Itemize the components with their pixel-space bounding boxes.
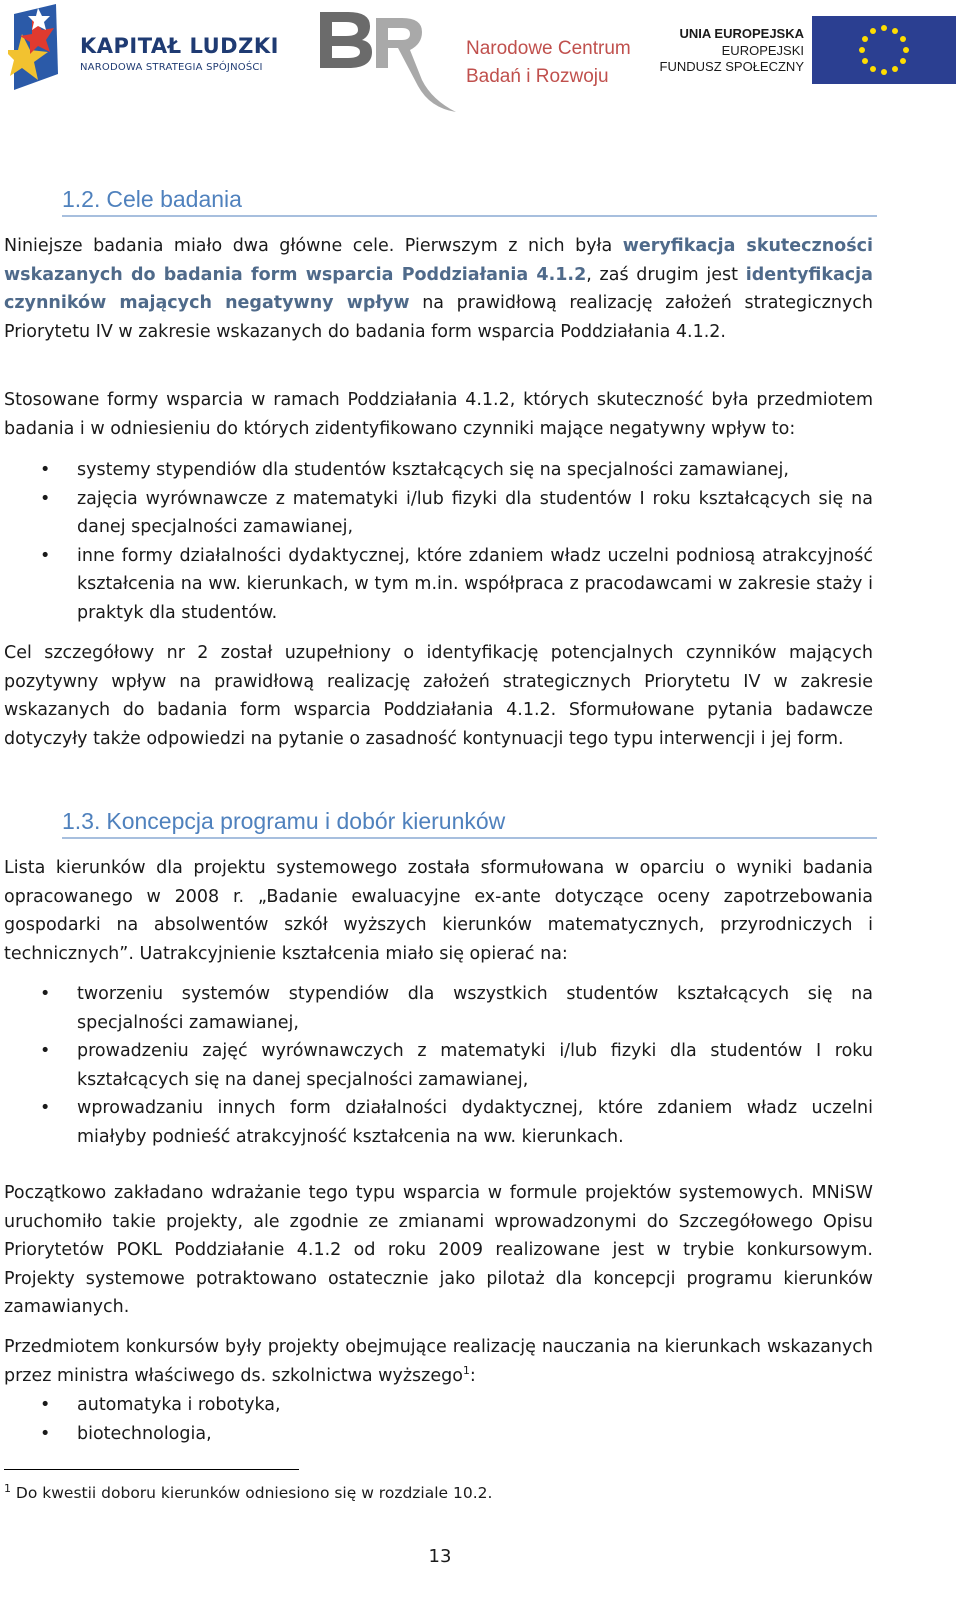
footnote [4,1481,493,1502]
kapital-ludzki-title: KAPITAŁ LUDZKI [80,34,279,58]
section-heading-1-2 [62,186,877,217]
paragraph-detailed-goal: Cel szczegółowy nr 2 został uzupełniony o identyfikację potencjalnych czynników mających pozytywny wpływ na prawidłową realizację założeń strategicznych Priorytetu IV w zakresie wskazanych do badania form wsparcia Poddziałania 4.1.2. Sformułowane pytania badawcze dotyczyły także odpowiedzi na pytanie o zasadność kontynuacji tego typu interwencji i jej form. [4,643,873,749]
section-title: Koncepcja programu i dobór kierunków [106,808,506,834]
fields-list [4,1391,873,1448]
eu-flag-icon [812,16,956,84]
kapital-ludzki-logo [8,4,298,94]
highlight-text: weryfikacja skuteczności wskazanych do badania form wsparcia Poddziałania 4.1.2 [4,236,873,285]
text-run: , zaś drugim jest [586,264,746,285]
kapital-ludzki-emblem-icon [8,4,72,92]
paragraph-program-list: Lista kierunków dla projektu systemowego została sformułowana w oparciu o wyniki badania opracowanego w 2008 r. „Badanie ewaluacyjne ex-ante dotyczące oceny zapotrzebowania gospodarki na absolwentów szkół wyższych kierunków matematycznych, przyrodniczych i technicznych”. Uatrakcyjnienie kształcenia miało się opierać na: [4,858,873,964]
paragraph-implementation: Początkowo zakładano wdrażanie tego typu wsparcia w formule projektów systemowych. MNiSW uruchomiło takie projekty, ale zgodnie ze zmianami wprowadzonymi do Szczegółowego Opisu Priorytetów POKL Poddziałanie 4.1.2 od roku 2009 realizowane jest w trybie konkursowym. Projekty systemowe potraktowano ostatecznie jako pilotaż dla koncepcji programu kierunków zamawianych. [4,1183,873,1317]
section-heading-1-3 [62,808,877,839]
support-forms-list [4,456,873,627]
bullet-icon: • [40,460,51,480]
list-item [4,1391,873,1420]
bullet-icon: • [40,488,51,509]
list-item-text: wprowadzaniu innych form działalności dydaktycznej, które zdaniem władz uczelni miałyby podnieść atrakcyjność kształcenia na ww. kierunkach. [77,1098,873,1147]
highlight-text: identyfikacja czynników mających negatywny wpływ [4,264,873,313]
section-number: 1.2. [62,186,101,212]
list-item [4,456,873,485]
footnote-mark: 1 [4,1481,11,1495]
list-item-text: zajęcia wyrównawcze z matematyki i/lub fizyki dla studentów I roku kształcących się na danej specjalności zamawianej, [77,488,873,537]
section-title: Cele badania [106,186,242,212]
bullet-icon: • [40,1423,51,1444]
paragraph-goals [4,232,873,346]
eu-efs-logo [659,16,956,86]
paragraph-support-forms: Stosowane formy wsparcia w ramach Poddziałania 4.1.2, których skuteczność była przedmiotem badania i w odniesieniu do których zidentyfikowano czynniki mające negatywny wpływ to: [4,390,873,439]
eu-name-line1: UNIA EUROPEJSKA [679,26,804,41]
footnote-ref: 1 [462,1363,470,1377]
list-item-text: biotechnologia, [77,1423,212,1444]
bullet-icon: • [40,1098,51,1118]
list-item [4,1420,873,1449]
list-item [4,542,873,628]
bullet-icon: • [40,1041,51,1061]
list-item-text: inne formy działalności dydaktycznej, które zdaniem władz uczelni podniosą atrakcyjność kształcenia na ww. kierunkach, w tym m.in. współpraca z pracodawcami w zakresie staży i praktyk dla studentów. [77,545,873,623]
list-item-text: systemy stypendiów dla studentów kształcących się na specjalności zamawianej, [77,460,789,480]
text-run: na prawidłową realizację założeń strategicznych Priorytetu IV w zakresie wskazanych do badania form wsparcia Poddziałania 4.1.2. [4,293,873,342]
section-number: 1.3. [62,808,101,834]
bullet-icon: • [40,984,51,1004]
ncbr-name-line1: Narodowe Centrum [466,38,631,59]
program-support-list [4,980,873,1151]
eu-name-line3: FUNDUSZ SPOŁECZNY [659,59,804,74]
footnote-text: Do kwestii doboru kierunków odniesiono się w rozdziale 10.2. [11,1484,493,1502]
ncbr-logo [318,8,638,118]
list-item-text: prowadzeniu zajęć wyrównawczych z matematyki i/lub fizyki dla studentów I roku kształcących się na danej specjalności zamawianej, [77,1041,873,1090]
list-item [4,485,873,542]
page-header [0,0,960,120]
list-item [4,1037,873,1094]
eu-name-line2: EUROPEJSKI [721,43,804,58]
list-item-text: automatyka i robotyka, [77,1395,281,1415]
text-run: Przedmiotem konkursów były projekty obejmujące realizację nauczania na kierunkach wskazanych przez ministra właściwego ds. szkolnictwa wyższego [4,1337,873,1386]
list-item [4,1094,873,1151]
bullet-icon: • [40,1395,51,1415]
bullet-icon: • [40,545,51,566]
paragraph-competitions [4,1333,873,1390]
kapital-ludzki-subtitle: NARODOWA STRATEGIA SPÓJNOŚCI [80,62,263,73]
footnote-separator [4,1469,299,1470]
ncbr-br-monogram-icon [318,8,458,116]
page-number: 13 [428,1546,452,1567]
list-item-text: tworzeniu systemów stypendiów dla wszystkich studentów kształcących się na specjalności zamawianej, [77,984,873,1033]
ncbr-name-line2: Badań i Rozwoju [466,66,609,87]
list-item [4,980,873,1037]
text-run: Niniejsze badania miało dwa główne cele. Pierwszym z nich była [4,236,623,256]
text-run: : [469,1365,476,1386]
